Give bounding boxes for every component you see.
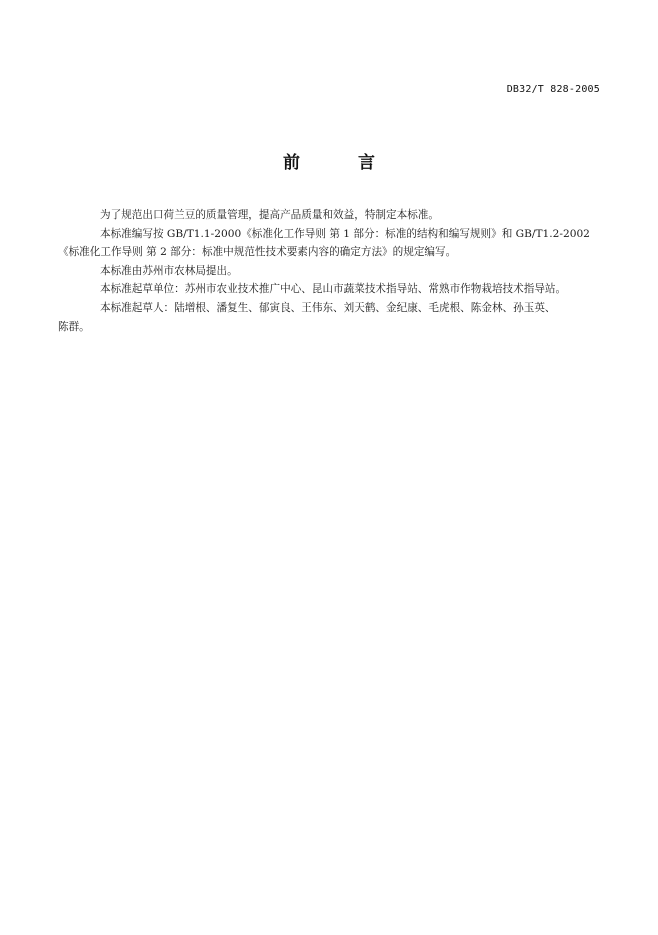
paragraph-drafters [58,299,607,336]
paragraph-drafters-line-1: 本标准起草人：陆增根、潘复生、郁寅良、王伟东、刘天鹤、金纪康、毛虎根、陈金林、孙玉英、 [100,301,556,314]
foreword-body [58,206,607,336]
page-title: 前 言 [283,153,401,173]
paragraph-drafting-basis [58,225,607,262]
standard-code: DB32/T 828-2005 [506,84,600,95]
paragraph-drafting-basis-line-2: 《标准化工作导则 第 2 部分：标准中规范性技术要素内容的确定方法》的规定编写。 [58,246,457,259]
paragraph-drafters-line-2: 陈群。 [58,320,90,333]
paragraph-proposer: 本标准由苏州市农林局提出。 [100,264,238,277]
paragraph-purpose: 为了规范出口荷兰豆的质量管理，提高产品质量和效益，特制定本标准。 [100,209,439,221]
paragraph-drafting-basis-line-1: 本标准编写按 GB/T1.1-2000《标准化工作导则 第 1 部分：标准的结构和编写规则》和 GB/T1.2-2002 [100,227,590,240]
paragraph-drafting-units: 本标准起草单位：苏州市农业技术推广中心、昆山市蔬菜技术指导站、常熟市作物栽培技术指导站。 [100,283,567,296]
